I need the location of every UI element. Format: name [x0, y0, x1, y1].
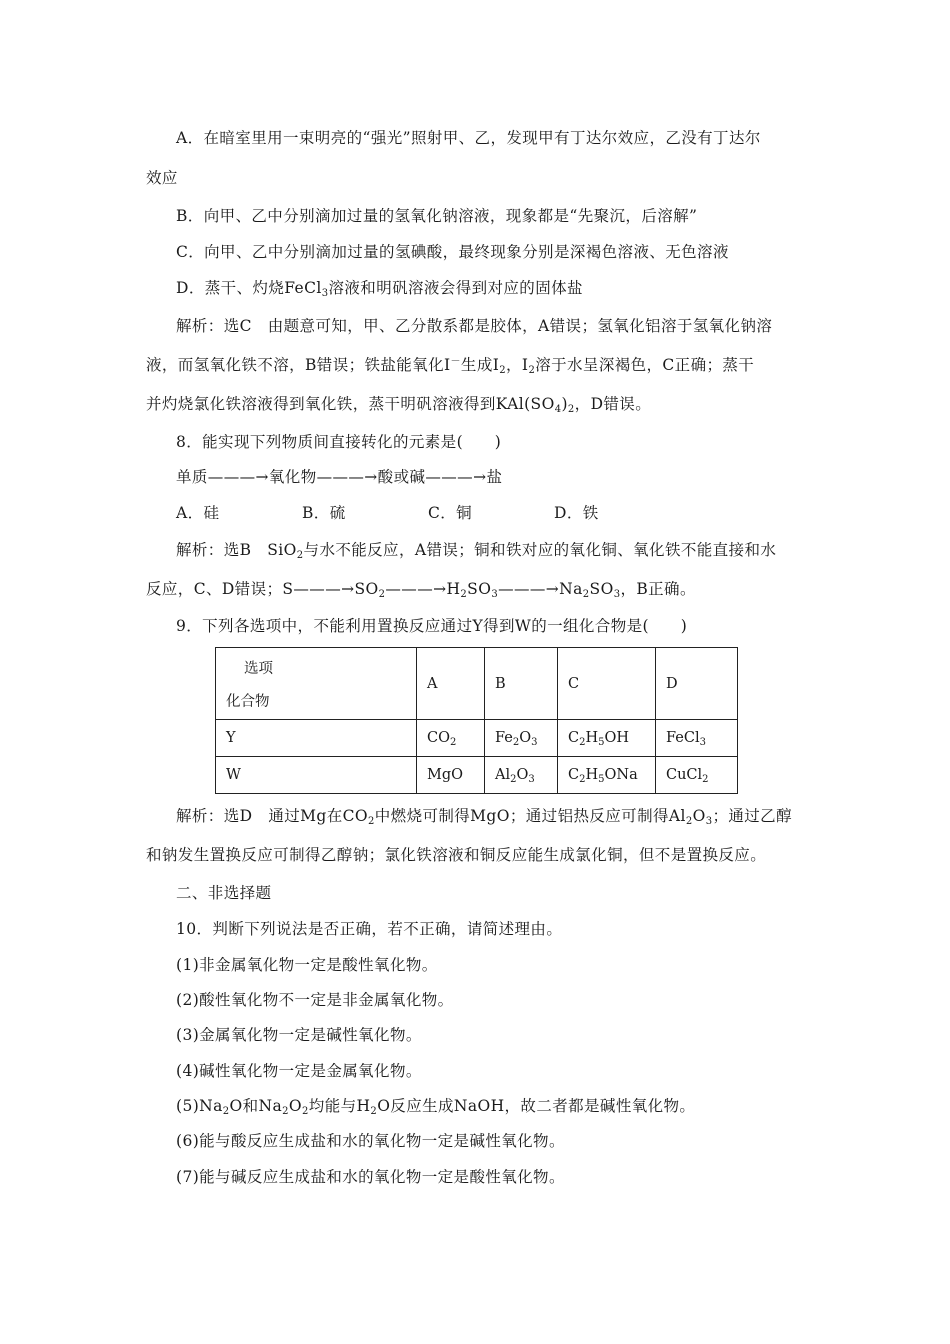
q7-option-b: B．向甲、乙中分别滴加过量的氢氧化钠溶液，现象都是“先聚沉，后溶解” [176, 207, 698, 225]
cell-w-c: $C_2H_5ONa$ [558, 757, 656, 794]
q9-compound-table [215, 647, 738, 794]
cell-y-a: $CO_2$ [417, 720, 485, 757]
q10-statement-5: $(5)Na_2O$和$Na_2O_2$均能与$H_2O$反应生成NaOH，故二者都是碱性氧化物。 [176, 1097, 696, 1117]
q8-analysis-line2: 反应，C、D错误；$S———\to SO_2———\to H_2SO_3———\to Na_2SO_3$，B正确。 [146, 580, 696, 600]
q7-option-a-line2: 效应 [146, 169, 178, 187]
q8-option-c: C．铜 [428, 504, 473, 522]
q10-statement-6: (6)能与酸反应生成盐和水的氧化物一定是碱性氧化物。 [176, 1132, 565, 1150]
q10-stem: 10．判断下列说法是否正确，若不正确，请简述理由。 [176, 920, 563, 938]
col-header-a: A [417, 648, 485, 720]
cell-y-d: FeCl$_3$ [656, 720, 738, 757]
q8-conversion-chain: 单质———→氧化物———→酸或碱———→盐 [176, 468, 503, 486]
col-header-b: B [485, 648, 558, 720]
row-label-y: Y [216, 720, 417, 757]
q7-option-a-line1: A．在暗室里用一束明亮的“强光”照射甲、乙，发现甲有丁达尔效应，乙没有丁达尔 [176, 129, 761, 147]
q10-statement-1: (1)非金属氧化物一定是酸性氧化物。 [176, 956, 438, 974]
corner-label-compound: 化合物 [226, 693, 270, 710]
q10-statement-7: (7)能与碱反应生成盐和水的氧化物一定是酸性氧化物。 [176, 1168, 565, 1186]
q8-options [176, 503, 599, 523]
cell-w-b: $Al_2O_3$ [485, 757, 558, 794]
q9-stem: 9．下列各选项中，不能利用置换反应通过Y得到W的一组化合物是( ) [176, 617, 688, 635]
q8-analysis-line1: 解析：选B SiO$_2$与水不能反应，A错误；铜和铁对应的氧化铜、氧化铁不能直接和水 [176, 541, 777, 561]
q8-stem: 8．能实现下列物质间直接转化的元素是( ) [176, 433, 502, 451]
q7-option-d: D．蒸干、灼烧FeCl$_3$溶液和明矾溶液会得到对应的固体盐 [176, 279, 583, 299]
cell-y-b: $Fe_2O_3$ [485, 720, 558, 757]
q10-statement-2: (2)酸性氧化物不一定是非金属氧化物。 [176, 991, 454, 1009]
q7-option-c: C．向甲、乙中分别滴加过量的氢碘酸，最终现象分别是深褐色溶液、无色溶液 [176, 243, 729, 261]
q10-statement-3: (3)金属氧化物一定是碱性氧化物。 [176, 1026, 422, 1044]
table-corner-cell [216, 648, 417, 720]
q7-analysis-line2: 液，而氢氧化铁不溶，B错误；铁盐能氧化I－生成$I_2$，$I_2$溶于水呈深褐色，C正确；蒸干 [146, 356, 755, 376]
col-header-c: C [558, 648, 656, 720]
col-header-d: D [656, 648, 738, 720]
section-heading: 二、非选择题 [176, 884, 272, 902]
cell-y-c: $C_2H_5OH$ [558, 720, 656, 757]
q9-analysis-line1: 解析：选D 通过Mg在$CO_2$中燃烧可制得MgO；通过铝热反应可制得$Al_2O_3$；通过乙醇 [176, 807, 792, 827]
q10-statement-4: (4)碱性氧化物一定是金属氧化物。 [176, 1062, 422, 1080]
cell-w-a: MgO [417, 757, 485, 794]
row-label-w: W [216, 757, 417, 794]
cell-w-d: CuCl$_2$ [656, 757, 738, 794]
q8-option-a: A．硅 [176, 504, 220, 522]
q7-analysis-line1: 解析：选C 由题意可知，甲、乙分散系都是胶体，A错误；氢氧化铝溶于氢氧化钠溶 [176, 317, 773, 335]
table-header-row [216, 648, 738, 720]
table-row-w [216, 757, 738, 794]
q9-analysis-line2: 和钠发生置换反应可制得乙醇钠；氯化铁溶液和铜反应能生成氯化铜，但不是置换反应。 [146, 846, 767, 864]
corner-label-options: 选项 [244, 660, 273, 677]
q8-option-b: B．硫 [302, 504, 346, 522]
q8-option-d: D．铁 [554, 504, 599, 522]
table-row-y [216, 720, 738, 757]
q7-analysis-line3: 并灼烧氯化铁溶液得到氧化铁，蒸干明矾溶液得到$KAl(SO_4)_2$，D错误。 [146, 395, 652, 415]
